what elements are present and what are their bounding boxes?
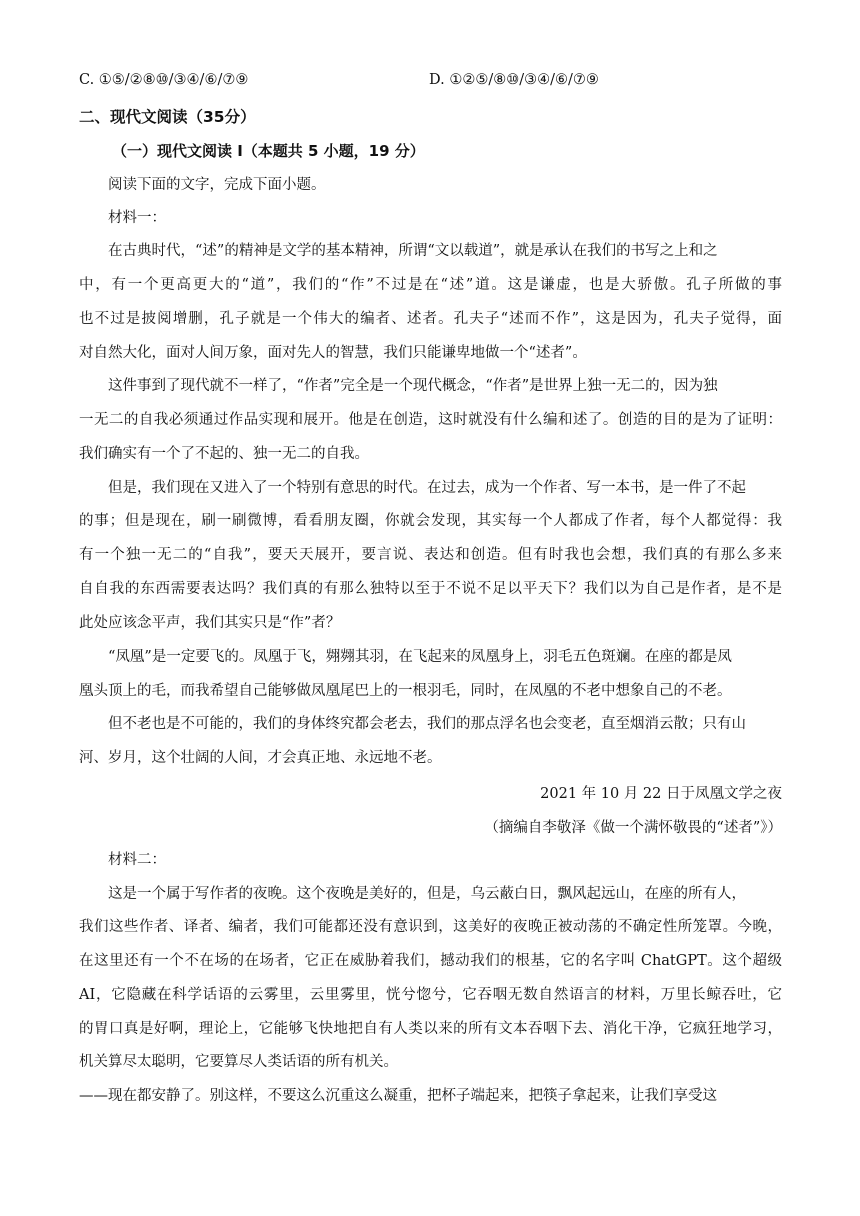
material-1-line: 也不过是披阅增删，孔子就是一个伟大的编者、述者。孔夫子“述而不作”，这是因为，孔夫子觉得，面 (79, 311, 782, 327)
option-c: C. ①⑤/②⑧⑩/③④/⑥/⑦⑨ (79, 72, 249, 88)
material-1-line: 一无二的自我必须通过作品实现和展开。他是在创造，这时就没有什么编和述了。创造的目的是为了证明： (79, 412, 782, 428)
material-1-line: 对自然大化，面对人间万象，面对先人的智慧，我们只能谦卑地做一个“述者”。 (79, 345, 587, 361)
subsection-heading: （一）现代文阅读 I（本题共 5 小题，19 分） (112, 142, 425, 160)
material-2-line: 的胃口真是好啊，理论上，它能够飞快地把自有人类以来的所有文本吞咽下去、消化干净，它疯狂地学习， (79, 1021, 782, 1037)
material-1-line: 这件事到了现代就不一样了，“作者”完全是一个现代概念，“作者”是世界上独一无二的，因为独 (108, 378, 718, 394)
material-2-line: AI，它隐藏在科学话语的云雾里，云里雾里，恍兮惚兮，它吞咽无数自然语言的材料，万里长鲸吞吐，它 (79, 987, 782, 1003)
material-1-date: 2021 年 10 月 22 日于凤凰文学之夜 (540, 786, 782, 802)
material-1-line: 但是，我们现在又进入了一个特别有意思的时代。在过去，成为一个作者、写一本书，是一件了不起 (108, 480, 746, 496)
material-1-label: 材料一： (108, 210, 166, 226)
material-1-line: 但不老也是不可能的，我们的身体终究都会老去，我们的那点浮名也会变老，直至烟消云散；只有山 (108, 716, 746, 732)
material-2-line: 这是一个属于写作者的夜晚。这个夜晚是美好的，但是，乌云蔽白日，飘风起远山，在座的所有人， (108, 886, 746, 902)
material-1-line: 我们确实有一个了不起的、独一无二的自我。 (79, 446, 369, 462)
material-1-line: 凰头顶上的毛，而我希望自己能够做凤凰尾巴上的一根羽毛，同时，在凤凰的不老中想象自己的不老。 (79, 683, 732, 699)
material-1-source: （摘编自李敬泽《做一个满怀敬畏的“述者”》） (484, 820, 782, 836)
material-1-line: 有一个独一无二的“自我”，要天天展开，要言说、表达和创造。但有时我也会想，我们真的有那么多来 (79, 547, 782, 563)
material-1-line: 中，有一个更高更大的“道”，我们的“作”不过是在“述”道。这是谦虚，也是大骄傲。孔子所做的事 (79, 277, 782, 293)
material-1-line: 此处应该念平声，我们其实只是“作”者？ (79, 615, 341, 631)
material-2-line: 机关算尽太聪明，它要算尽人类话语的所有机关。 (79, 1054, 398, 1070)
material-1-line: “凤凰”是一定要飞的。凤凰于飞，翙翙其羽，在飞起来的凤凰身上，羽毛五色斑斓。在座的都是凤 (108, 649, 732, 665)
material-2-line: ——现在都安静了。别这样，不要这么沉重这么凝重，把杯子端起来，把筷子拿起来，让我们享受这 (79, 1088, 717, 1104)
material-1-line: 自自我的东西需要表达吗？我们真的有那么独特以至于不说不足以平天下？我们以为自己是作者，是不是 (79, 581, 782, 597)
material-2-label: 材料二： (108, 852, 166, 868)
material-2-line: 在这里还有一个不在场的在场者，它正在威胁着我们，撼动我们的根基，它的名字叫 ChatGPT。这个超级 (79, 953, 782, 969)
section-heading: 二、现代文阅读（35分） (79, 108, 256, 126)
material-1-line: 的事；但是现在，刷一刷微博，看看朋友圈，你就会发现，其实每一个人都成了作者，每个人都觉得：我 (79, 513, 782, 529)
material-1-line: 河、岁月，这个壮阔的人间，才会真正地、永远地不老。 (79, 750, 442, 766)
material-1-line: 在古典时代，“述”的精神是文学的基本精神，所谓“文以载道”，就是承认在我们的书写之上和之 (108, 243, 718, 259)
instruction-text: 阅读下面的文字，完成下面小题。 (108, 177, 326, 193)
material-2-line: 我们这些作者、译者、编者，我们可能都还没有意识到，这美好的夜晚正被动荡的不确定性所笼罩。今晚， (79, 919, 782, 935)
option-d: D. ①②⑤/⑧⑩/③④/⑥/⑦⑨ (429, 72, 599, 88)
